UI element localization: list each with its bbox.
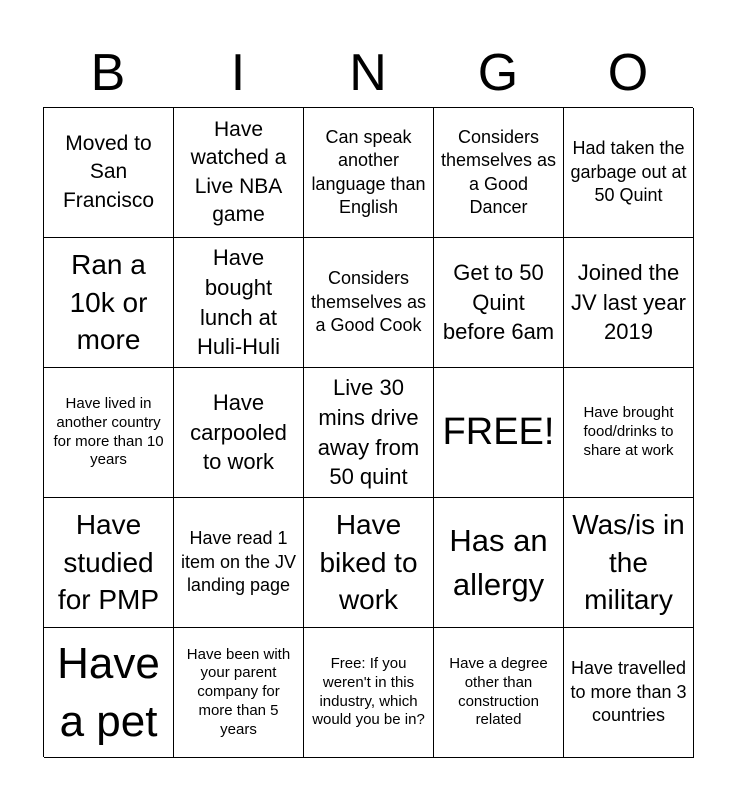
bingo-header — [43, 40, 693, 106]
bingo-cell-text: Have watched a Live NBA game — [190, 117, 287, 226]
bingo-cell-r5-c4[interactable] — [434, 628, 564, 758]
bingo-cell-r5-c3[interactable] — [304, 628, 434, 758]
bingo-cell-r2-c5[interactable] — [564, 238, 694, 368]
bingo-cell-r3-c5[interactable] — [564, 368, 694, 498]
bingo-cell-r5-c1[interactable] — [44, 628, 174, 758]
bingo-grid — [43, 107, 693, 757]
bingo-cell-r1-c3[interactable] — [304, 108, 434, 238]
bingo-cell-r1-c4[interactable] — [434, 108, 564, 238]
bingo-cell-text: Was/is in the military — [572, 508, 685, 616]
bingo-cell-r5-c5[interactable] — [564, 628, 694, 758]
bingo-cell-r3-c2[interactable] — [174, 368, 304, 498]
bingo-cell-text: Have been with your parent company for more than 5 years — [186, 645, 291, 738]
bingo-cell-r2-c3[interactable] — [304, 238, 434, 368]
bingo-cell-r4-c5[interactable] — [564, 498, 694, 628]
bingo-cell-r3-c1[interactable] — [44, 368, 174, 498]
header-letter-b: B — [90, 44, 126, 102]
bingo-cell-text: Considers themselves as a Good Dancer — [440, 126, 557, 217]
bingo-cell-r2-c4[interactable] — [434, 238, 564, 368]
bingo-cell-text: Moved to San Francisco — [62, 131, 155, 212]
bingo-cell-text: Have a degree other than construction related — [449, 655, 548, 729]
bingo-cell-r1-c5[interactable] — [564, 108, 694, 238]
bingo-cell-text: Have brought food/drinks to share at work — [583, 404, 674, 459]
bingo-cell-text: Had taken the garbage out at 50 Quint — [570, 138, 687, 206]
bingo-cell-text: Have travelled to more than 3 countries — [570, 658, 687, 726]
bingo-cell-text: Live 30 mins drive away from 50 quint — [317, 374, 420, 490]
bingo-cell-text: Joined the JV last year 2019 — [571, 259, 686, 345]
bingo-cell-text: Ran a 10k or more — [69, 248, 148, 356]
header-letter-o: O — [607, 44, 649, 102]
bingo-cell-text: Have read 1 item on the JV landing page — [180, 528, 297, 596]
bingo-cell-text: Have carpooled to work — [190, 389, 287, 475]
bingo-cell-r5-c2[interactable] — [174, 628, 304, 758]
header-letter-n: N — [349, 44, 387, 102]
bingo-cell-r1-c2[interactable] — [174, 108, 304, 238]
bingo-cell-r1-c1[interactable] — [44, 108, 174, 238]
bingo-cell-text: Have bought lunch at Huli-Huli — [196, 244, 281, 360]
bingo-cell-r4-c3[interactable] — [304, 498, 434, 628]
bingo-cell-r4-c1[interactable] — [44, 498, 174, 628]
bingo-cell-r4-c2[interactable] — [174, 498, 304, 628]
bingo-cell-r2-c2[interactable] — [174, 238, 304, 368]
bingo-cell-text: Has an allergy — [449, 523, 548, 602]
header-letter-g: G — [477, 44, 519, 102]
bingo-cell-text: Have lived in another country for more than 10 years — [53, 395, 164, 469]
bingo-cell-text: Have biked to work — [319, 508, 418, 616]
bingo-cell-r3-c3[interactable] — [304, 368, 434, 498]
bingo-cell-r3-c4-free[interactable] — [434, 368, 564, 498]
bingo-cell-text: Have studied for PMP — [57, 508, 160, 616]
bingo-cell-text: Get to 50 Quint before 6am — [442, 259, 555, 345]
bingo-cell-r4-c4[interactable] — [434, 498, 564, 628]
bingo-cell-r2-c1[interactable] — [44, 238, 174, 368]
bingo-cell-text: Free: If you weren't in this industry, which would you be in? — [312, 655, 425, 729]
bingo-cell-text: Can speak another language than English — [311, 126, 426, 217]
bingo-cell-text: FREE! — [442, 410, 555, 453]
header-letter-i: I — [230, 44, 246, 102]
bingo-cell-text: Considers themselves as a Good Cook — [310, 268, 427, 336]
bingo-cell-text: Have a pet — [57, 639, 160, 746]
